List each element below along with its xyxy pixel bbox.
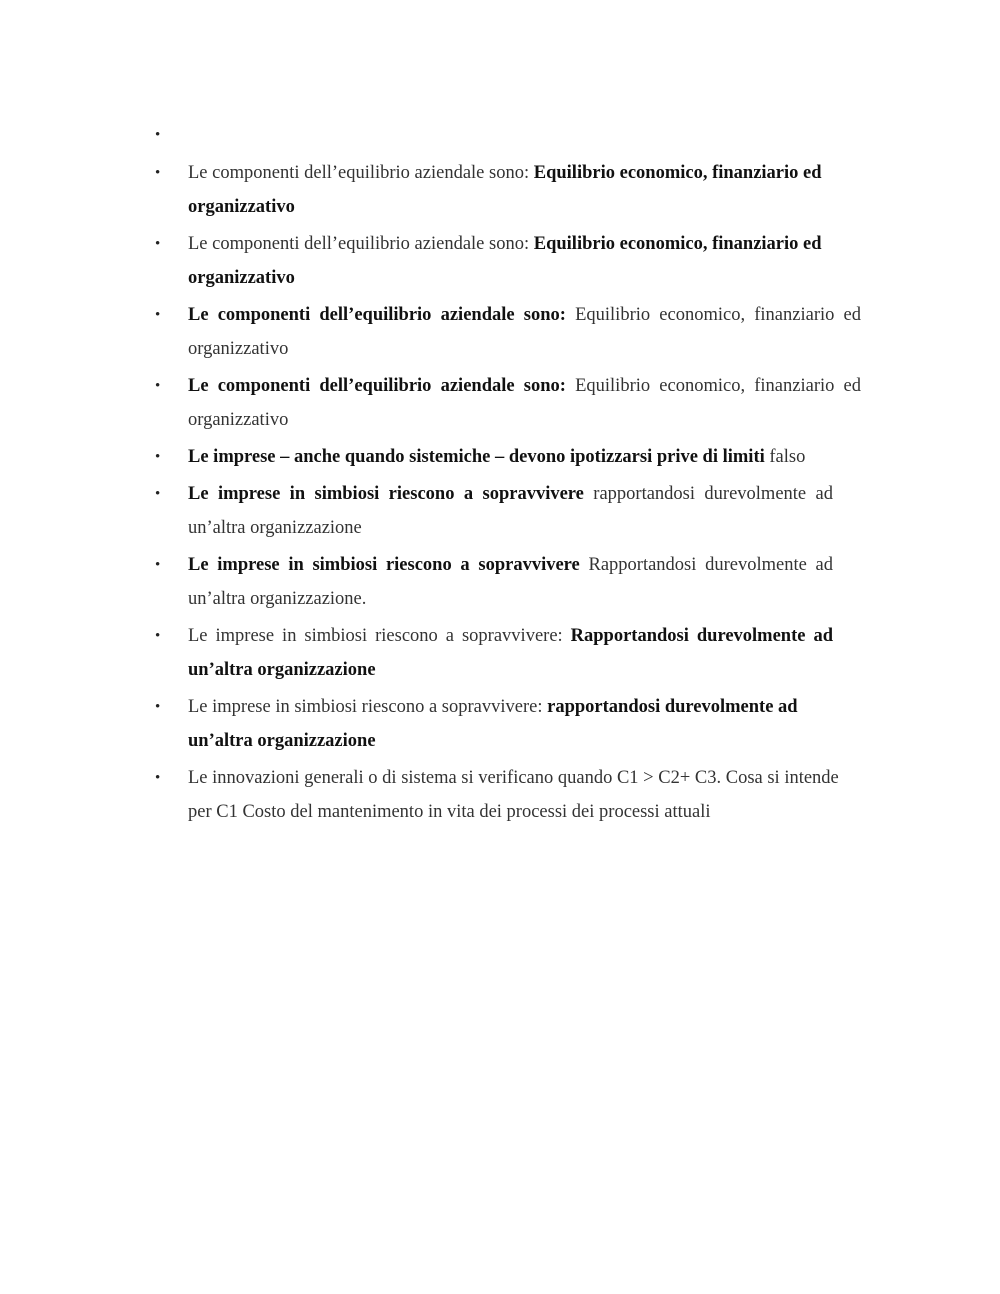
item-text-bold: Le componenti dell’equilibrio aziendale sono: bbox=[188, 376, 576, 396]
item-text-regular: Le componenti dell’equilibrio aziendale sono: bbox=[188, 163, 534, 183]
item-text-bold: Le imprese – anche quando sistemiche – devono ipotizzarsi prive di limiti bbox=[188, 447, 765, 467]
item-text-bold: Le imprese in simbiosi riescono a sopravvivere bbox=[188, 484, 584, 504]
list-item-text bbox=[188, 156, 833, 224]
list-item bbox=[155, 548, 861, 616]
list-item bbox=[155, 440, 861, 474]
item-text-regular: Le imprese in simbiosi riescono a sopravvivere: bbox=[188, 697, 548, 717]
bullet-icon: • bbox=[155, 486, 161, 502]
item-text-regular: rapportandosi durevolmente ad un’altra organizzazione bbox=[188, 484, 833, 538]
item-text-regular: Le imprese in simbiosi riescono a sopravvivere: bbox=[188, 626, 571, 646]
bullet-icon: • bbox=[155, 770, 161, 786]
list-item bbox=[155, 690, 861, 758]
item-text-bold: Rapportandosi durevolmente ad un’altra organizzazione bbox=[188, 626, 833, 680]
list-item-text bbox=[188, 548, 833, 616]
list-item bbox=[155, 156, 861, 224]
bullet-icon: • bbox=[155, 378, 161, 394]
list-item-text bbox=[188, 227, 833, 295]
bullet-icon: • bbox=[155, 127, 161, 143]
bullet-icon: • bbox=[155, 699, 161, 715]
item-text-regular: Rapportandosi durevolmente ad un’altra organizzazione. bbox=[188, 555, 833, 609]
list-item bbox=[155, 619, 861, 687]
item-text-bold: rapportandosi durevolmente ad un’altra organizzazione bbox=[188, 697, 798, 751]
list-item bbox=[155, 298, 861, 366]
bullet-icon: • bbox=[155, 236, 161, 252]
list-item-text bbox=[188, 369, 861, 437]
bullet-icon: • bbox=[155, 449, 161, 465]
bullet-icon: • bbox=[155, 307, 161, 323]
bullet-icon: • bbox=[155, 628, 161, 644]
bullet-list bbox=[155, 118, 861, 832]
list-item-text bbox=[188, 761, 861, 829]
list-item bbox=[155, 477, 861, 545]
list-item-text bbox=[188, 440, 861, 474]
list-item-text bbox=[188, 690, 833, 758]
item-text-regular: Equilibrio economico, finanziario ed organizzativo bbox=[188, 305, 861, 359]
bullet-icon: • bbox=[155, 557, 161, 573]
list-item-text bbox=[188, 477, 833, 545]
item-text-bold: Le imprese in simbiosi riescono a sopravvivere bbox=[188, 555, 580, 575]
item-text-regular: Le innovazioni generali o di sistema si verificano quando C1 > C2+ C3. Cosa si intende per C1 Costo del mantenimento in vita dei processi dei processi attuali bbox=[188, 768, 839, 822]
item-text-bold: Le componenti dell’equilibrio aziendale sono: bbox=[188, 305, 576, 325]
bullet-icon: • bbox=[155, 165, 161, 181]
item-text-regular: Le componenti dell’equilibrio aziendale sono: bbox=[188, 234, 534, 254]
list-item bbox=[155, 369, 861, 437]
list-item bbox=[155, 227, 861, 295]
item-text-bold: Equilibrio economico, finanziario ed organizzativo bbox=[188, 234, 822, 288]
list-item-empty bbox=[155, 118, 861, 152]
list-item-text bbox=[188, 298, 861, 366]
list-item bbox=[155, 761, 861, 829]
item-text-regular: falso bbox=[764, 447, 806, 467]
item-text-regular: Equilibrio economico, finanziario ed organizzativo bbox=[188, 376, 861, 430]
item-text-bold: Equilibrio economico, finanziario ed organizzativo bbox=[188, 163, 822, 217]
list-item-text bbox=[188, 619, 833, 687]
